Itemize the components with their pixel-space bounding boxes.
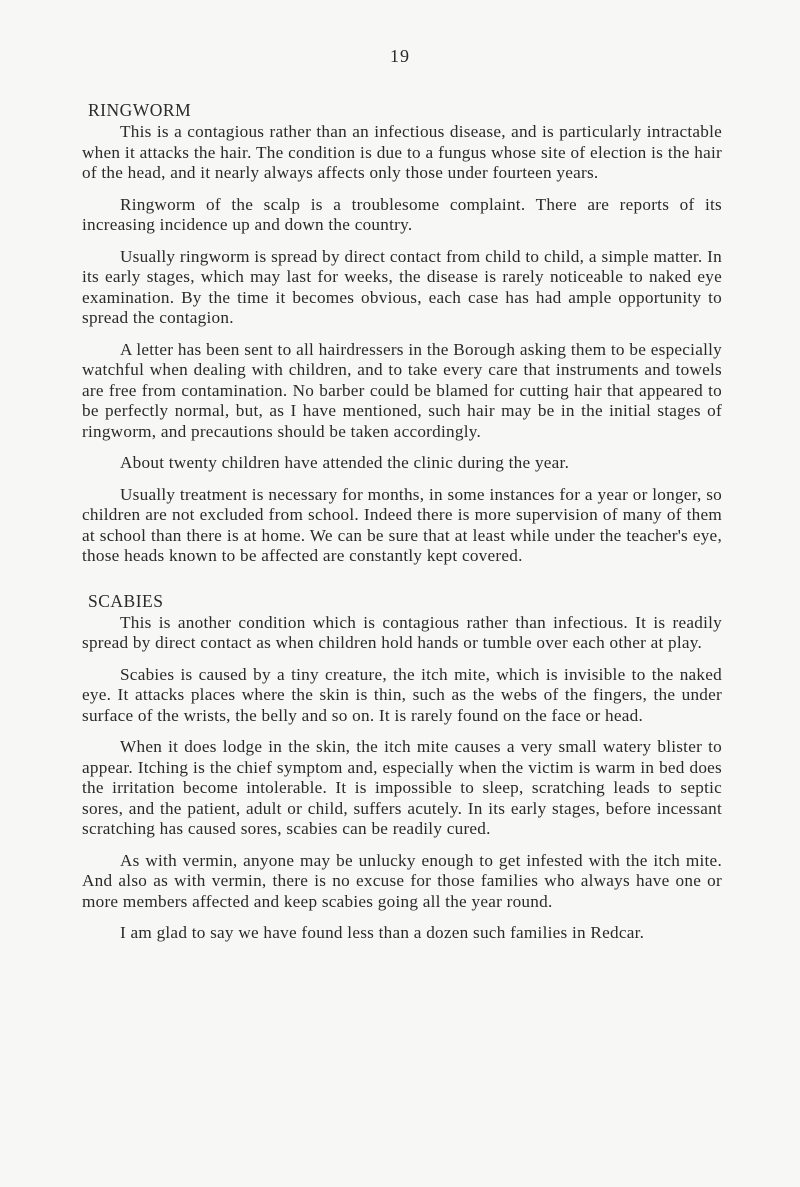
paragraph: This is another condition which is contagious rather than infectious. It is readily spread by direct contact as when children hold hands or tumble over each other at play. [82,612,722,652]
paragraph: As with vermin, anyone may be unlucky enough to get infested with the itch mite. And also as with vermin, there is no excuse for those families who always have one or more members affected and keep scabies going all the year round. [82,850,722,911]
paragraph: Usually treatment is necessary for months, in some instances for a year or longer, so children are not excluded from school. Indeed there is more supervision of many of them at school than there is at home. We can be sure that at least while under the teacher's eye, those heads known to be affected are constantly kept covered. [82,484,722,565]
page-content [82,100,722,968]
paragraph: Scabies is caused by a tiny creature, the itch mite, which is invisible to the naked eye. It attacks places where the skin is thin, such as the webs of the fingers, the under surface of the wrists, the belly and so on. It is rarely found on the face or head. [82,664,722,725]
paragraph: About twenty children have attended the clinic during the year. [120,453,570,472]
paragraph: When it does lodge in the skin, the itch mite causes a very small watery blister to appear. Itching is the chief symptom and, especially when the victim is warm in bed does the irritation become intolerable. It is impossible to sleep, scratching leads to septic sores, and the patient, adult or child, suffers acutely. In its early stages, before incessant scratching has caused sores, scabies can be readily cured. [82,737,722,838]
section-ringworm [82,100,722,567]
paragraph: This is a contagious rather than an infectious disease, and is particularly intractable when it attacks the hair. The condition is due to a fungus whose site of election is the hair of the head, and it nearly always affects only those under fourteen years. [82,122,722,182]
section-heading: SCABIES [88,590,164,611]
paragraph: I am glad to say we have found less than a dozen such families in Redcar. [120,923,645,942]
section-scabies [82,591,722,944]
section-heading: RINGWORM [88,100,192,120]
paragraph: A letter has been sent to all hairdressers in the Borough asking them to be especially watchful when dealing with children, and to take every care that instruments and towels are free from contamination. No barber could be blamed for cutting hair that appeared to be perfectly normal, but, as I have mentioned, such hair may be in the initial stages of ringworm, and precautions should be taken accordingly. [82,339,722,441]
page-number: 19 [390,46,410,66]
paragraph: Usually ringworm is spread by direct contact from child to child, a simple matter. In its early stages, which may last for weeks, the disease is rarely noticeable to naked eye examination. By the time it becomes obvious, each case has had ample opportunity to spread the contagion. [82,246,722,327]
paragraph: Ringworm of the scalp is a troublesome complaint. There are reports of its increasing incidence up and down the country. [82,194,722,234]
